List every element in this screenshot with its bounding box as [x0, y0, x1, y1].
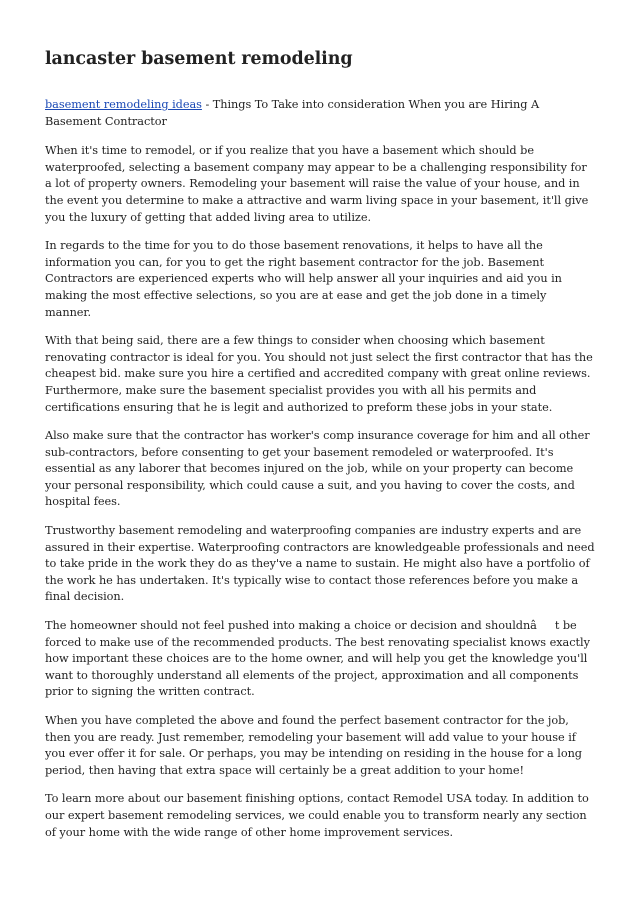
body-paragraph: To learn more about our basement finishing options, contact Remodel USA today. In addition to our expert basement remodeling services, we could enable you to transform nearly any section of your home with the wide range of other home improvement services.	[45, 792, 589, 839]
body-paragraph: Trustworthy basement remodeling and waterproofing companies are industry experts and are assured in their expertise. Waterproofing contractors are knowledgeable professionals and need to take pride in the work they do as they've a name to sustain. He might also have a portfolio of the work he has undertaken. It's typically wise to contact those references before you make a final decision.	[45, 524, 595, 604]
basement-remodeling-ideas-link[interactable]: basement remodeling ideas	[45, 98, 202, 111]
page-title: lancaster basement remodeling	[45, 49, 353, 69]
body-paragraph: The homeowner should not feel pushed into making a choice or decision and shouldnât be forced to make use of the recommended products. The best renovating specialist knows exactly how important these choices are to the home owner, and will help you get the knowledge you'll want to thoroughly understand all elements of the project, approximation and all components prior to signing the written contract.	[45, 619, 590, 699]
body-paragraph: In regards to the time for you to do those basement renovations, it helps to have all the information you can, for you to get the right basement contractor for the job. Basement Contractors are experienced experts who will help answer all your inquiries and aid you in making the most effective selections, so you are at ease and get the job done in a timely manner.	[45, 239, 562, 319]
body-paragraph: When you have completed the above and found the perfect basement contractor for the job, then you are ready. Just remember, remodeling your basement will add value to your house if you ever offer it for sale. Or perhaps, you may be intending on residing in the house for a long period, then having that extra space will certainly be a great addition to your home!	[45, 714, 582, 777]
document-page	[45, 48, 595, 853]
intro-text: - Things To Take into consideration When you are Hiring A Basement Contractor	[45, 98, 540, 128]
body-paragraph: Also make sure that the contractor has worker's comp insurance coverage for him and all other sub-contractors, before consenting to get your basement remodeled or waterproofed. It's essential as any laborer that becomes injured on the job, while on your property can become your personal responsibility, which could cause a suit, and you having to cover the costs, and hospital fees.	[45, 429, 590, 509]
intro-paragraph	[45, 97, 595, 130]
body-paragraph: When it's time to remodel, or if you realize that you have a basement which should be waterproofed, selecting a basement company may appear to be a challenging responsibility for a lot of property owners. Remodeling your basement will raise the value of your house, and in the event you determine to make a attractive and warm living space in your basement, it'll give you the luxury of getting that added living area to utilize.	[45, 144, 589, 224]
body-paragraph: With that being said, there are a few things to consider when choosing which basement renovating contractor is ideal for you. You should not just select the first contractor that has the cheapest bid. make sure you hire a certified and accredited company with great online reviews. Furthermore, make sure the basement specialist provides you with all his permits and certifications ensuring that he is legit and authorized to preform these jobs in your state.	[45, 334, 593, 414]
